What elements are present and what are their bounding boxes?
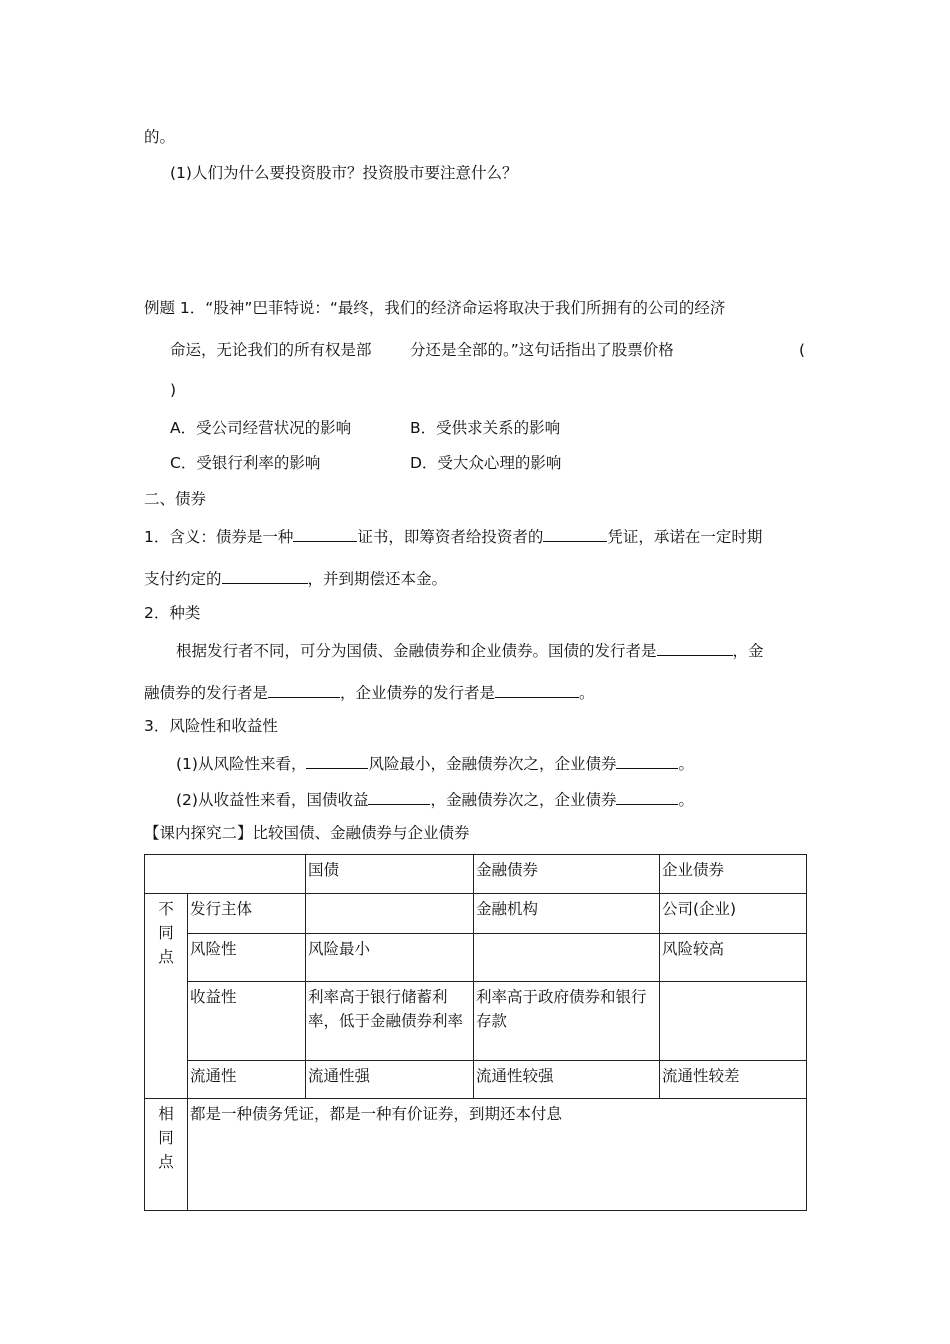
answer-paren-close: ) [170, 381, 177, 399]
example-line-1: 例题 1．“股神”巴菲特说：“最终，我们的经济命运将取决于我们所拥有的公司的经济 [144, 299, 726, 317]
row-label: 流通性 [188, 1061, 306, 1099]
types-text: 融债券的发行者是 [144, 684, 269, 702]
types-text: 根据发行者不同，可分为国债、金融债券和企业债券。国债的发行者是 [176, 642, 657, 660]
table-row [145, 894, 807, 934]
text-line: 的。 [144, 128, 176, 146]
row-label: 风险性 [188, 934, 306, 982]
comparison-table [144, 854, 807, 1211]
risk-text: (1)从风险性来看， [176, 755, 307, 773]
types-text: 。 [579, 684, 595, 702]
definition-text: 凭证，承诺在一定时期 [607, 528, 763, 546]
row-label: 发行主体 [188, 894, 306, 934]
same-row [145, 1099, 807, 1211]
fill-blank [222, 567, 308, 584]
col-header-guozhai: 国债 [306, 855, 474, 894]
definition-text: 证书，即筹资者给投资者的 [357, 528, 544, 546]
table-row [145, 982, 807, 1061]
fill-blank [657, 639, 733, 656]
cell-qiye [660, 982, 807, 1061]
fill-blank [543, 525, 607, 542]
diff-label-char: 不 [158, 900, 174, 918]
cell-jinrong: 流通性较强 [474, 1061, 660, 1099]
same-label-char: 相 [158, 1105, 174, 1123]
risk-line-1 [176, 752, 694, 774]
cell-guozhai: 风险最小 [306, 934, 474, 982]
diff-label [145, 894, 188, 1099]
table-row [145, 1061, 807, 1099]
cell-qiye: 公司(企业) [660, 894, 807, 934]
same-label [145, 1099, 188, 1211]
fill-blank [306, 752, 368, 769]
answer-paren-open: ( [799, 341, 806, 359]
risk-text: ，金融债券次之，企业债券 [430, 791, 617, 809]
definition-text: ，并到期偿还本金。 [307, 570, 448, 588]
types-line-2 [144, 681, 595, 703]
question-1: (1)人们为什么要投资股市？投资股市要注意什么？ [170, 164, 518, 182]
fill-blank [268, 681, 340, 698]
col-header-qiye: 企业债券 [660, 855, 807, 894]
row-label: 收益性 [188, 982, 306, 1061]
cell-jinrong: 金融机构 [474, 894, 660, 934]
risk-text: 。 [678, 791, 694, 809]
types-line-1 [176, 639, 764, 661]
fill-blank [616, 788, 678, 805]
option-c: C．受银行利率的影响 [170, 454, 321, 472]
table-header-row [145, 855, 807, 894]
cell-qiye: 流通性较差 [660, 1061, 807, 1099]
types-title: 2．种类 [144, 604, 201, 622]
diff-label-char: 点 [158, 948, 174, 966]
col-header-jinrong: 金融债券 [474, 855, 660, 894]
fill-blank [293, 525, 357, 542]
option-a: A．受公司经营状况的影响 [170, 419, 352, 437]
types-text: ，企业债券的发行者是 [340, 684, 496, 702]
definition-line-2 [144, 567, 447, 589]
fill-blank [368, 788, 430, 805]
types-text: ，金 [732, 642, 764, 660]
table-row [145, 934, 807, 982]
example-line-2b: 分还是全部的。”这句话指出了股票价格 [410, 341, 674, 359]
risk-line-2 [176, 788, 694, 810]
same-label-char: 同 [158, 1129, 174, 1147]
cell-jinrong [474, 934, 660, 982]
diff-label-char: 同 [158, 924, 174, 942]
definition-line-1 [144, 525, 762, 547]
risk-title: 3．风险性和收益性 [144, 717, 278, 735]
cell-jinrong: 利率高于政府债券和银行存款 [474, 982, 660, 1061]
example-line-2a: 命运，无论我们的所有权是部 [170, 341, 372, 359]
option-d: D．受大众心理的影响 [410, 454, 562, 472]
cell-qiye: 风险较高 [660, 934, 807, 982]
risk-text: 。 [678, 755, 694, 773]
risk-text: (2)从收益性来看，国债收益 [176, 791, 369, 809]
same-label-char: 点 [158, 1153, 174, 1171]
fill-blank [616, 752, 678, 769]
option-b: B．受供求关系的影响 [410, 419, 561, 437]
cell-guozhai: 利率高于银行储蓄利率，低于金融债券利率 [306, 982, 474, 1061]
risk-text: 风险最小，金融债券次之，企业债券 [368, 755, 617, 773]
definition-text: 1．含义：债券是一种 [144, 528, 294, 546]
section-heading: 二、债券 [144, 490, 207, 508]
cell-guozhai [306, 894, 474, 934]
same-text: 都是一种债务凭证，都是一种有价证券，到期还本付息 [188, 1099, 807, 1211]
explore-title: 【课内探究二】比较国债、金融债券与企业债券 [144, 824, 470, 842]
corner-cell [145, 855, 306, 894]
cell-guozhai: 流通性强 [306, 1061, 474, 1099]
fill-blank [495, 681, 579, 698]
definition-text: 支付约定的 [144, 570, 222, 588]
